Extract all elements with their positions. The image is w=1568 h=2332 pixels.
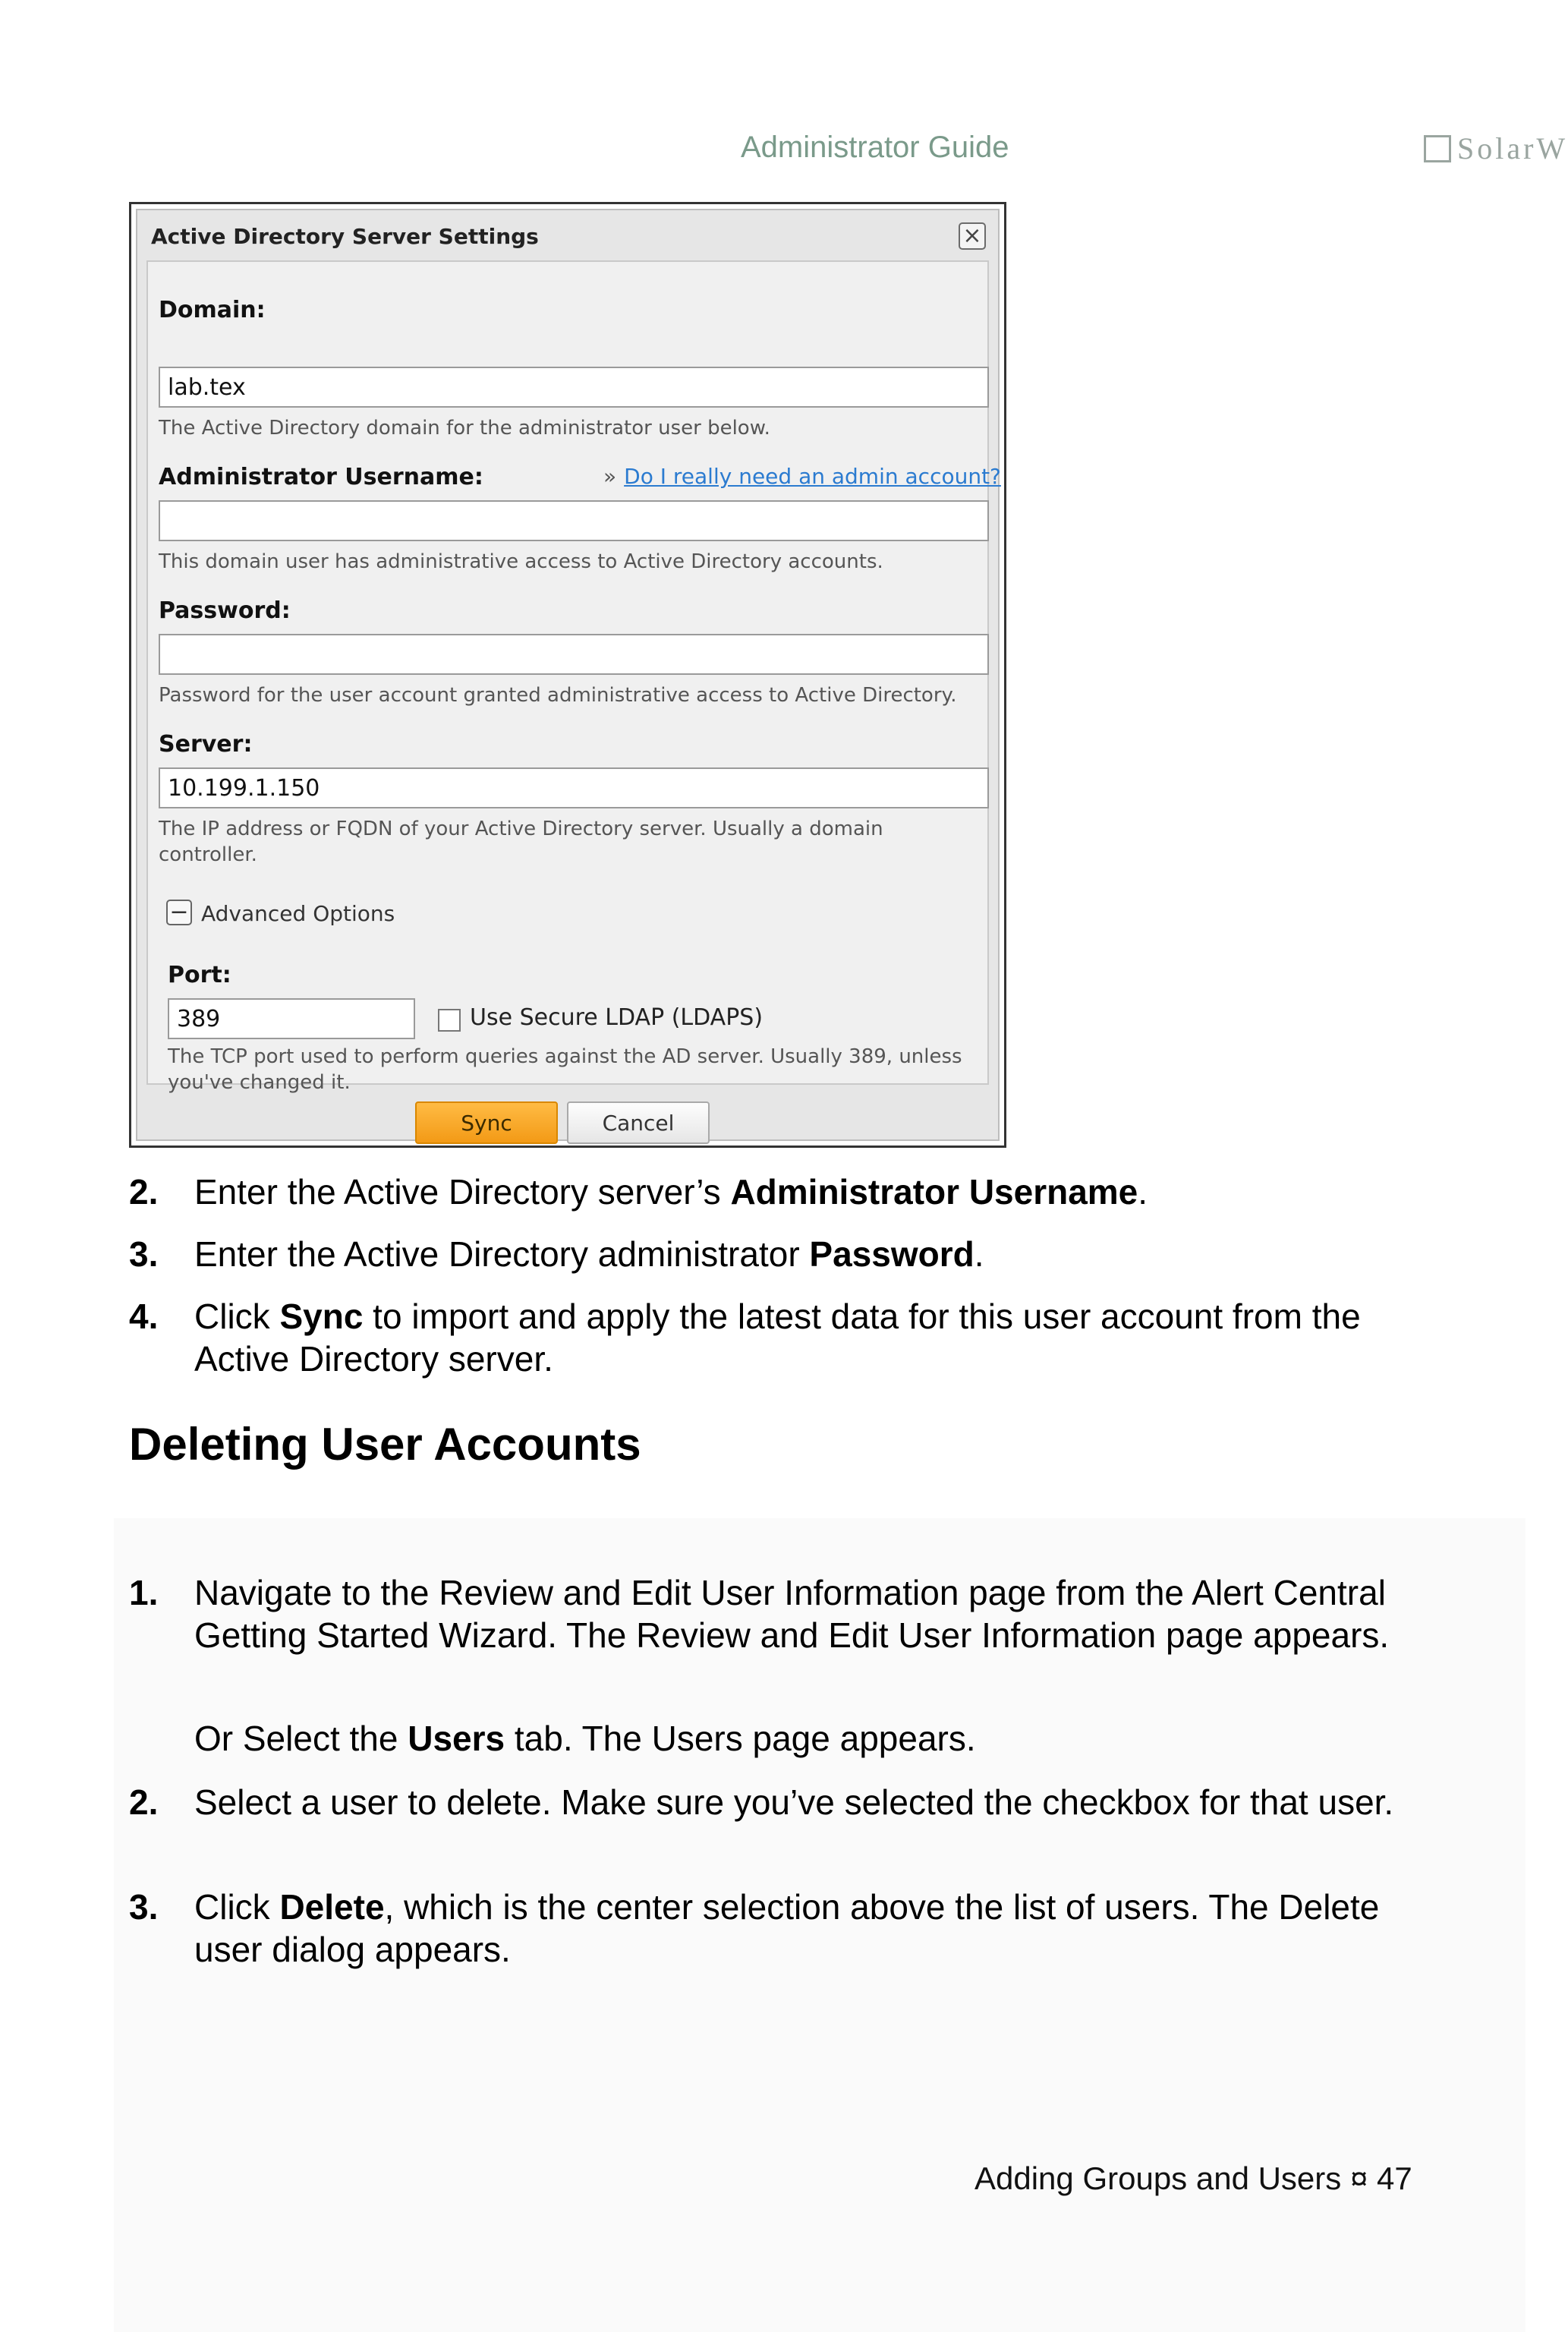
step-number: 3.	[129, 1887, 159, 1927]
close-icon[interactable]: ×	[959, 222, 986, 250]
sub-text-post: tab. The Users page appears.	[505, 1719, 976, 1758]
step-1-bottom	[129, 1571, 1434, 1656]
server-input[interactable]: 10.199.1.150	[159, 767, 989, 808]
domain-input[interactable]: lab.tex	[159, 367, 989, 408]
dialog-title: Active Directory Server Settings	[151, 224, 539, 249]
step-text-bold: Delete	[279, 1887, 385, 1927]
step-2-bottom	[129, 1781, 1434, 1823]
sub-text-pre: Or Select the	[194, 1719, 408, 1758]
port-help: The TCP port used to perform queries against the AD server. Usually 389, unless you've changed it.	[168, 1045, 962, 1094]
step-text-pre: Click	[194, 1297, 280, 1336]
footer-separator-icon: ¤	[1349, 2160, 1368, 2196]
collapse-icon[interactable]: −	[166, 900, 192, 925]
header-brand	[1424, 131, 1568, 166]
step-text	[194, 1233, 1434, 1275]
dialog-body	[146, 260, 1001, 1094]
step-3-bottom	[129, 1886, 1434, 1971]
step-text-bold: Sync	[279, 1297, 364, 1336]
section-heading: Deleting User Accounts	[129, 1419, 641, 1470]
ldaps-checkbox[interactable]	[438, 1009, 461, 1032]
admin-account-link[interactable]	[603, 464, 1001, 489]
step-text	[194, 1171, 1434, 1213]
step-text-bold: Administrator Username	[730, 1172, 1138, 1212]
password-input[interactable]	[159, 634, 989, 675]
port-label: Port:	[168, 962, 231, 988]
step-1-sub-paragraph	[194, 1717, 1439, 1760]
step-text-post: .	[1138, 1172, 1148, 1212]
step-number: 1.	[129, 1573, 159, 1612]
admin-account-link-text: Do I really need an admin account?	[624, 464, 1001, 489]
step-2-top	[129, 1171, 1434, 1213]
domain-label: Domain:	[159, 297, 266, 323]
page-number: 47	[1376, 2160, 1412, 2196]
step-text	[194, 1295, 1434, 1380]
header-title: Administrator Guide	[741, 131, 1009, 164]
step-number: 4.	[129, 1297, 159, 1336]
ad-settings-dialog	[136, 209, 1000, 1141]
username-input[interactable]	[159, 500, 989, 541]
username-label: Administrator Username:	[159, 464, 483, 490]
step-number: 3.	[129, 1234, 159, 1274]
step-text-bold: Password	[809, 1234, 974, 1274]
password-label: Password:	[159, 597, 291, 624]
ldaps-label[interactable]: Use Secure LDAP (LDAPS)	[470, 1004, 764, 1031]
raquo-icon: »	[603, 464, 617, 489]
dialog-screenshot	[129, 202, 1006, 1148]
sync-button[interactable]: Sync	[415, 1101, 558, 1144]
step-text-pre: Enter the Active Directory administrator	[194, 1234, 810, 1274]
password-help: Password for the user account granted administrative access to Active Directory.	[159, 684, 957, 707]
step-text-pre: Click	[194, 1887, 280, 1927]
step-number: 2.	[129, 1782, 159, 1822]
page-footer	[974, 2160, 1412, 2197]
footer-text: Adding Groups and Users	[974, 2160, 1342, 2196]
brand-box-icon	[1424, 135, 1451, 162]
domain-help: The Active Directory domain for the administrator user below.	[159, 417, 770, 440]
step-number: 2.	[129, 1172, 159, 1212]
port-input[interactable]: 389	[168, 998, 415, 1039]
step-text	[194, 1781, 1434, 1823]
step-text-post: to import and apply the latest data for this user account from the Active Directory server.	[194, 1297, 1361, 1379]
step-3-top	[129, 1233, 1434, 1275]
step-text-pre: Enter the Active Directory server’s	[194, 1172, 731, 1212]
step-4-top	[129, 1295, 1434, 1380]
step-text	[194, 1886, 1434, 1971]
server-label: Server:	[159, 731, 253, 758]
brand-name: SolarW	[1457, 131, 1568, 165]
step-text-post: .	[974, 1234, 984, 1274]
step-text	[194, 1571, 1434, 1656]
step-text-pre: Navigate to the Review and Edit User Information page from the Alert Central Getting Started Wizard. The Review and Edit User Information page appears.	[194, 1573, 1390, 1655]
username-help: This domain user has administrative access to Active Directory accounts.	[159, 550, 883, 573]
step-text-post: , which is the center selection above the list of users. The Delete user dialog appears.	[194, 1887, 1380, 1969]
advanced-options-label[interactable]: Advanced Options	[201, 901, 395, 926]
step-text-pre: Select a user to delete. Make sure you’ve selected the checkbox for that user.	[194, 1782, 1394, 1822]
sub-text-bold: Users	[408, 1719, 505, 1758]
cancel-button[interactable]: Cancel	[567, 1101, 710, 1144]
server-help: The IP address or FQDN of your Active Directory server. Usually a domain controller.	[159, 818, 883, 866]
